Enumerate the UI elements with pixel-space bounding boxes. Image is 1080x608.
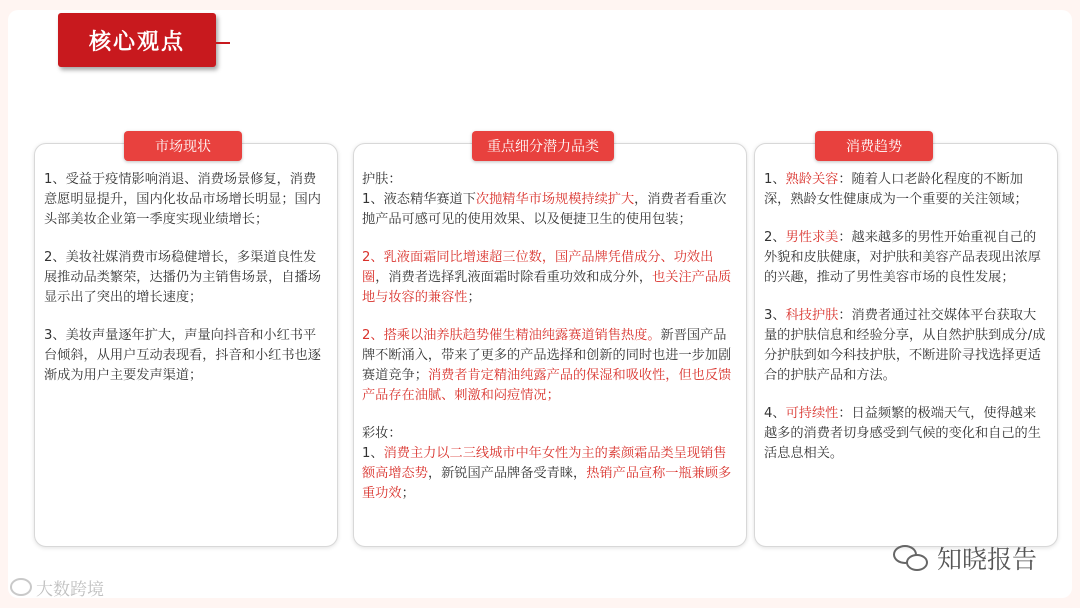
paragraph [764, 404, 1048, 464]
body-text: 1、 [764, 172, 786, 187]
body-text: ，消费者选择乳液面霜时除看重功效和成分外， [375, 270, 653, 285]
market-status-text [44, 170, 328, 404]
paragraph [44, 248, 328, 308]
paragraph [764, 170, 1048, 210]
wechat-icon [893, 543, 931, 573]
wechat-account-name: 知晓报告 [937, 545, 1038, 574]
body-text: ：随着人口老龄化程度的不断加深，熟龄女性健康成为一个重要的关注领域； [764, 172, 1028, 207]
body-text: 1、液态精华赛道下 [362, 192, 476, 207]
highlight-text: 2、搭乘以油养肤趋势催生精油纯露赛道销售热度。 [362, 328, 661, 343]
body-text: ，消费者看重次抛产品可感可见的使用效果、以及便捷卫生的使用包装； [362, 192, 727, 227]
body-text: 新晋国产品牌不断涌入，带来了更多的产品选择和创新的同时也进一步加剧赛道竞争； [362, 328, 732, 383]
paragraph [362, 444, 736, 504]
consumer-trends-text [764, 170, 1048, 482]
logo-icon [10, 578, 32, 596]
page-title: 核心观点 [88, 29, 185, 55]
highlight-text: 科技护肤 [785, 308, 839, 323]
wechat-account [893, 540, 1037, 576]
source-logo-text: 大数跨境 [36, 579, 104, 600]
paragraph [362, 326, 736, 406]
highlight-text: 次抛精华市场规模持续扩大 [475, 192, 635, 207]
paragraph [362, 170, 736, 190]
paragraph [764, 228, 1048, 288]
highlight-text: 男性求美 [785, 230, 839, 245]
paragraph [44, 326, 328, 386]
body-text: 1、 [362, 446, 384, 461]
paragraph [362, 248, 736, 308]
title-divider [216, 42, 230, 44]
body-text: ：日益频繁的极端天气，使得越来越多的消费者切身感受到气候的变化和自己的生活息息相关。 [764, 406, 1041, 461]
key-categories-text [362, 170, 736, 522]
panel-heading-key-categories: 重点细分潜力品类 [472, 131, 614, 161]
panel-heading-consumer-trends: 消费趋势 [815, 131, 933, 161]
highlight-text: 2、乳液面霜同比增速超三位数，国产品牌凭借成分、功效出圈 [362, 250, 714, 285]
panel-heading-market-status: 市场现状 [124, 131, 242, 161]
highlight-text: 消费者肯定精油纯露产品的保湿和吸收性，但也反馈产品存在油腻、刺激和闷痘情况； [362, 368, 732, 403]
body-text: 2、 [764, 230, 786, 245]
body-text: ：消费者通过社交媒体平台获取大量的护肤信息和经验分享，从自然护肤到成分/成分护肤到如今科技护肤，不断进阶寻找选择更适合的护肤产品和方法。 [764, 308, 1046, 383]
body-text: 彩妆： [362, 426, 402, 441]
body-text: 1、受益于疫情影响消退、消费场景修复，消费意愿明显提升，国内化妆品市场增长明显；国内头部美妆企业第一季度实现业绩增长； [44, 172, 321, 227]
body-text: ：越来越多的男性开始重视自己的外貌和皮肤健康，对护肤和美容产品表现出浓厚的兴趣，推动了男性美容市场的良性发展； [764, 230, 1041, 285]
body-text: 护肤： [362, 172, 402, 187]
body-text: ； [401, 486, 415, 501]
paragraph [362, 424, 736, 444]
body-text: ，新锐国产品牌备受青睐， [427, 466, 587, 481]
paragraph [44, 170, 328, 230]
highlight-text: 熟龄关容 [785, 172, 839, 187]
highlight-text: 消费主力以二三线城市中年女性为主的素颜霜品类呈现销售额高增态势 [362, 446, 727, 481]
title-badge [58, 13, 216, 67]
highlight-text: 也关注产品质地与妆容的兼容性 [362, 270, 732, 305]
highlight-text: 可持续性 [785, 406, 839, 421]
paragraph [362, 190, 736, 230]
body-text: 2、美妆社媒消费市场稳健增长，多渠道良性发展推动品类繁荣，达播仍为主销售场景，自播场显示出了突出的增长速度； [44, 250, 321, 305]
body-text: 3、美妆声量逐年扩大，声量向抖音和小红书平台倾斜，从用户互动表现看，抖音和小红书也逐渐成为用户主要发声渠道； [44, 328, 321, 383]
body-text: 3、 [764, 308, 786, 323]
body-text: ； [467, 290, 481, 305]
body-text: 4、 [764, 406, 786, 421]
source-logo [10, 574, 104, 600]
highlight-text: 热销产品宣称一瓶兼顾多重功效 [362, 466, 732, 501]
paragraph [764, 306, 1048, 386]
